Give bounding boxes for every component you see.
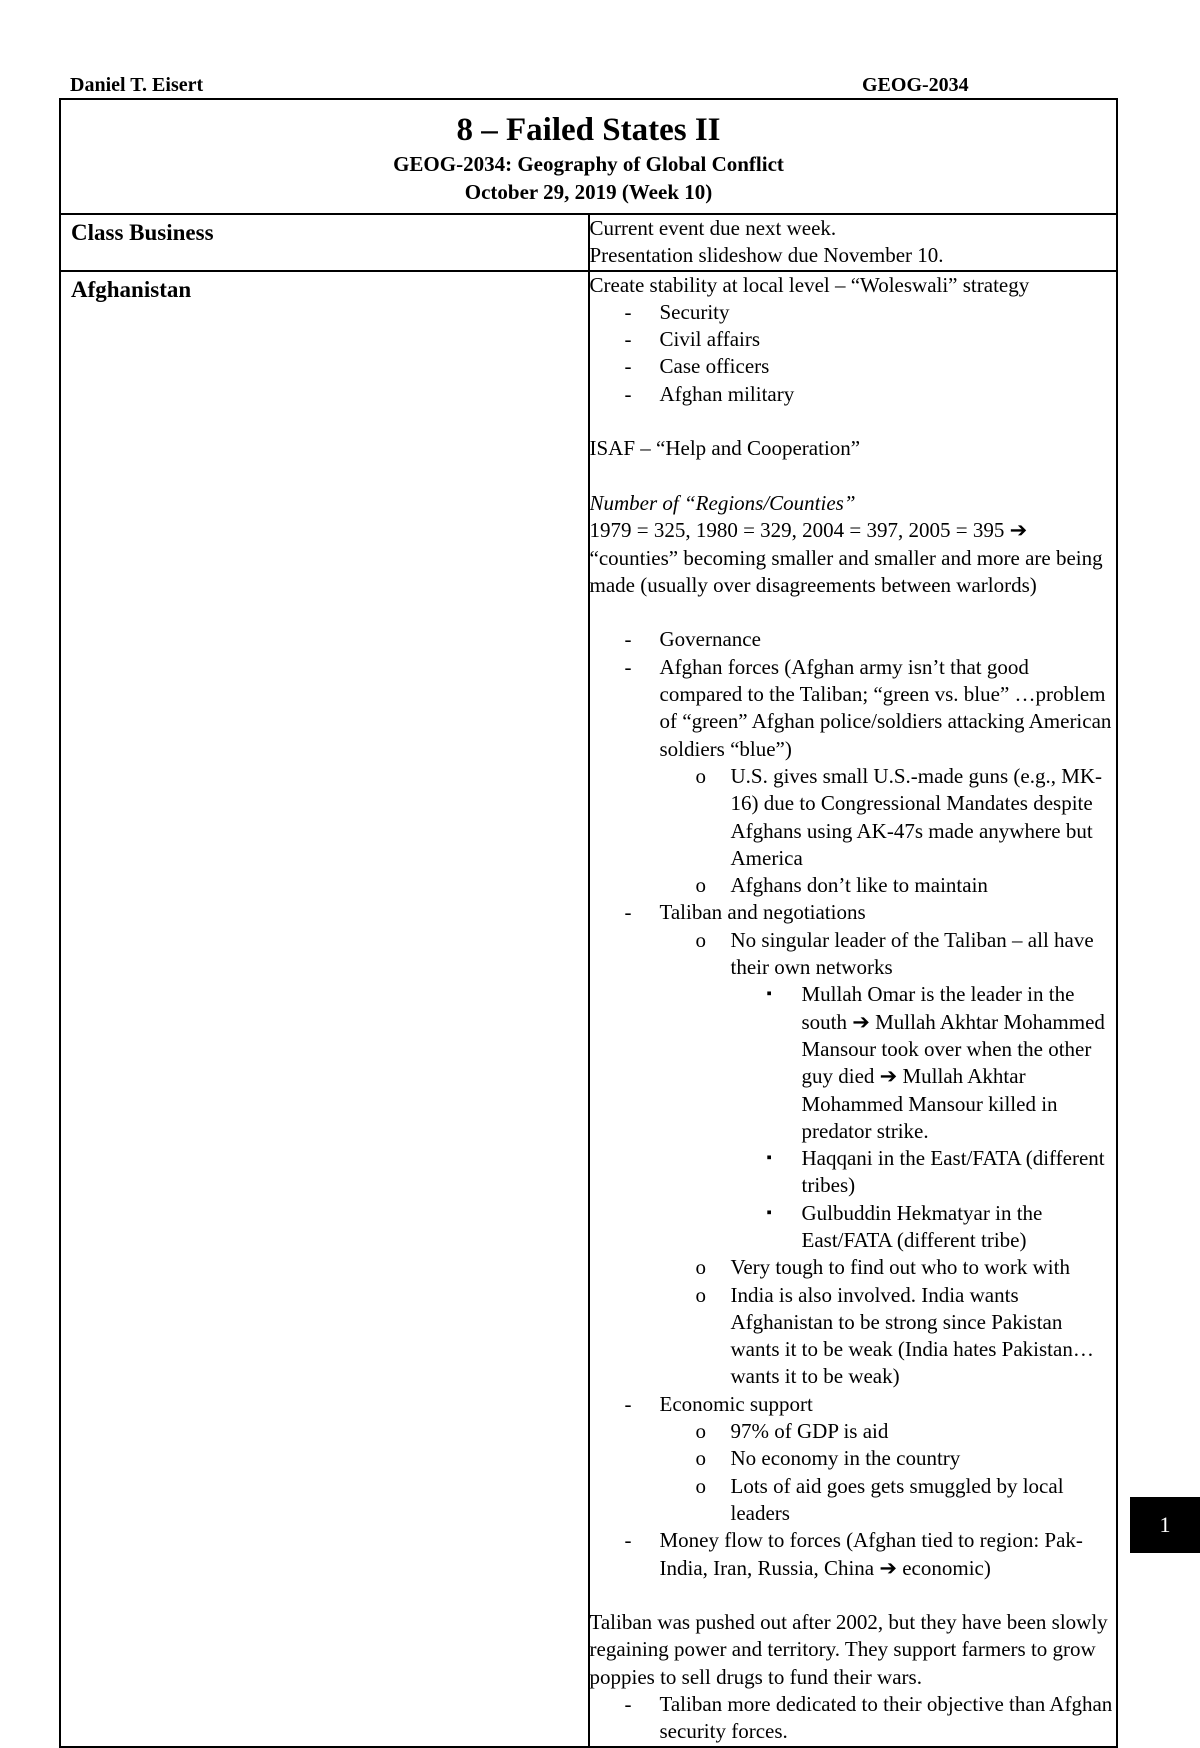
list-item-text: Lots of aid goes gets smuggled by local leaders — [730, 1473, 1064, 1525]
list-item — [590, 1145, 1117, 1200]
list-item — [590, 981, 1117, 1145]
afghanistan-row — [60, 271, 1117, 1747]
list-item — [590, 381, 1117, 408]
list-item-text: Afghan military — [659, 381, 795, 406]
author-name: Daniel T. Eisert — [70, 74, 204, 96]
list-item — [590, 1200, 1117, 1255]
lecture-date: October 29, 2019 (Week 10) — [464, 180, 713, 204]
circle-marker: o — [695, 1255, 706, 1280]
paragraph: Taliban was pushed out after 2002, but they have been slowly regaining power and territory. They support farmers to grow poppies to sell drugs to fund their wars. — [589, 1610, 1108, 1689]
list-item — [590, 927, 1117, 982]
page-title: 8 – Failed States II — [456, 112, 721, 148]
list-item — [590, 326, 1117, 353]
list-item-text: Economic support — [659, 1391, 813, 1416]
course-code: GEOG-2034 — [862, 74, 969, 96]
list-item-text: No economy in the country — [730, 1446, 961, 1471]
list-item-text: Afghan forces (Afghan army isn’t that good compared to the Taliban; “green vs. blue” …problem of “green” Afghan police/soldiers attacking American soldiers “blue”) — [659, 654, 1112, 761]
list-item-text: Very tough to find out who to work with — [730, 1255, 1070, 1280]
circle-marker: o — [695, 1282, 706, 1307]
afghanistan-label-cell — [60, 271, 589, 1747]
list-item — [590, 872, 1117, 899]
paragraph: 1979 = 325, 1980 = 329, 2004 = 397, 2005 = 395 ➔ “counties” becoming smaller and smaller and more are being made (usually over disagreements between warlords) — [589, 518, 1103, 597]
paragraph: Create stability at local level – “Woleswali” strategy — [589, 272, 1030, 297]
page-number: 1 — [1130, 1497, 1200, 1553]
title-row — [60, 99, 1117, 214]
list-item — [590, 1527, 1117, 1582]
dash-marker: - — [624, 627, 632, 652]
list-item — [590, 654, 1117, 763]
list-item-text: Taliban and negotiations — [659, 900, 866, 925]
section-label: Class Business — [71, 220, 214, 245]
list-item-text: Governance — [659, 627, 761, 652]
circle-marker: o — [695, 763, 706, 788]
business-line: Presentation slideshow due November 10. — [589, 243, 944, 268]
list-item-text: India is also involved. India wants Afghanistan to be strong since Pakistan wants it to be weak (India hates Pakistan… wants it to be weak) — [730, 1282, 1094, 1389]
list-item — [590, 299, 1117, 326]
list-item-text: 97% of GDP is aid — [730, 1419, 889, 1444]
list-item-text: Haqqani in the East/FATA (different tribes) — [801, 1146, 1105, 1198]
list-item-text: No singular leader of the Taliban – all have their own networks — [730, 927, 1094, 980]
list-item-text: Case officers — [659, 354, 770, 379]
course-subtitle: GEOG-2034: Geography of Global Conflict — [393, 152, 784, 176]
list-item-text: Civil affairs — [659, 327, 761, 352]
paragraph: ISAF – “Help and Cooperation” — [589, 436, 861, 461]
list-item — [590, 1282, 1117, 1391]
dash-marker: - — [624, 354, 632, 379]
dash-marker: - — [624, 381, 632, 406]
circle-marker: o — [695, 1473, 706, 1498]
dash-marker: - — [624, 900, 632, 925]
class-business-label-cell — [60, 214, 589, 271]
dash-marker: - — [624, 654, 632, 679]
dash-marker: - — [624, 327, 632, 352]
circle-marker: o — [695, 873, 706, 898]
list-item — [590, 1391, 1117, 1418]
list-item — [590, 1691, 1117, 1746]
business-line: Current event due next week. — [589, 216, 837, 240]
class-business-content — [589, 214, 1118, 271]
section-label: Afghanistan — [71, 276, 192, 302]
subheading: Number of “Regions/Counties” — [589, 490, 856, 515]
notes-table — [59, 98, 1118, 1748]
list-item-text: Afghans don’t like to maintain — [730, 873, 988, 898]
title-block — [60, 99, 1117, 214]
dash-marker: - — [624, 1528, 632, 1553]
circle-marker: o — [695, 1446, 706, 1471]
list-item-text: Mullah Omar is the leader in the south ➔ Mullah Akhtar Mohammed Mansour took over when the other guy died ➔ Mullah Akhtar Mohammed Mansour killed in predator strike. — [801, 982, 1105, 1143]
dash-marker: - — [624, 1391, 632, 1416]
list-item-text: Taliban more dedicated to their objective than Afghan security forces. — [659, 1692, 1113, 1744]
afghanistan-content — [589, 271, 1118, 1747]
dash-marker: - — [624, 1692, 632, 1717]
circle-marker: o — [695, 927, 706, 952]
list-item — [590, 763, 1117, 872]
class-business-row — [60, 214, 1117, 271]
list-item — [590, 1445, 1117, 1472]
list-item — [590, 899, 1117, 926]
list-item — [590, 1254, 1117, 1281]
list-item-text: Gulbuddin Hekmatyar in the East/FATA (different tribe) — [801, 1200, 1043, 1252]
list-item — [590, 1418, 1117, 1445]
square-marker: ▪ — [766, 986, 772, 1003]
list-item-text: Security — [659, 299, 730, 324]
list-item — [590, 626, 1117, 653]
list-item-text: U.S. gives small U.S.-made guns (e.g., MK-16) due to Congressional Mandates despite Afghans using AK-47s made anywhere but America — [730, 763, 1103, 870]
dash-marker: - — [624, 299, 632, 324]
square-marker: ▪ — [766, 1204, 772, 1221]
list-item — [590, 353, 1117, 380]
list-item — [590, 1473, 1117, 1528]
square-marker: ▪ — [766, 1150, 772, 1167]
circle-marker: o — [695, 1419, 706, 1444]
list-item-text: Money flow to forces (Afghan tied to region: Pak-India, Iran, Russia, China ➔ economic) — [659, 1528, 1083, 1580]
